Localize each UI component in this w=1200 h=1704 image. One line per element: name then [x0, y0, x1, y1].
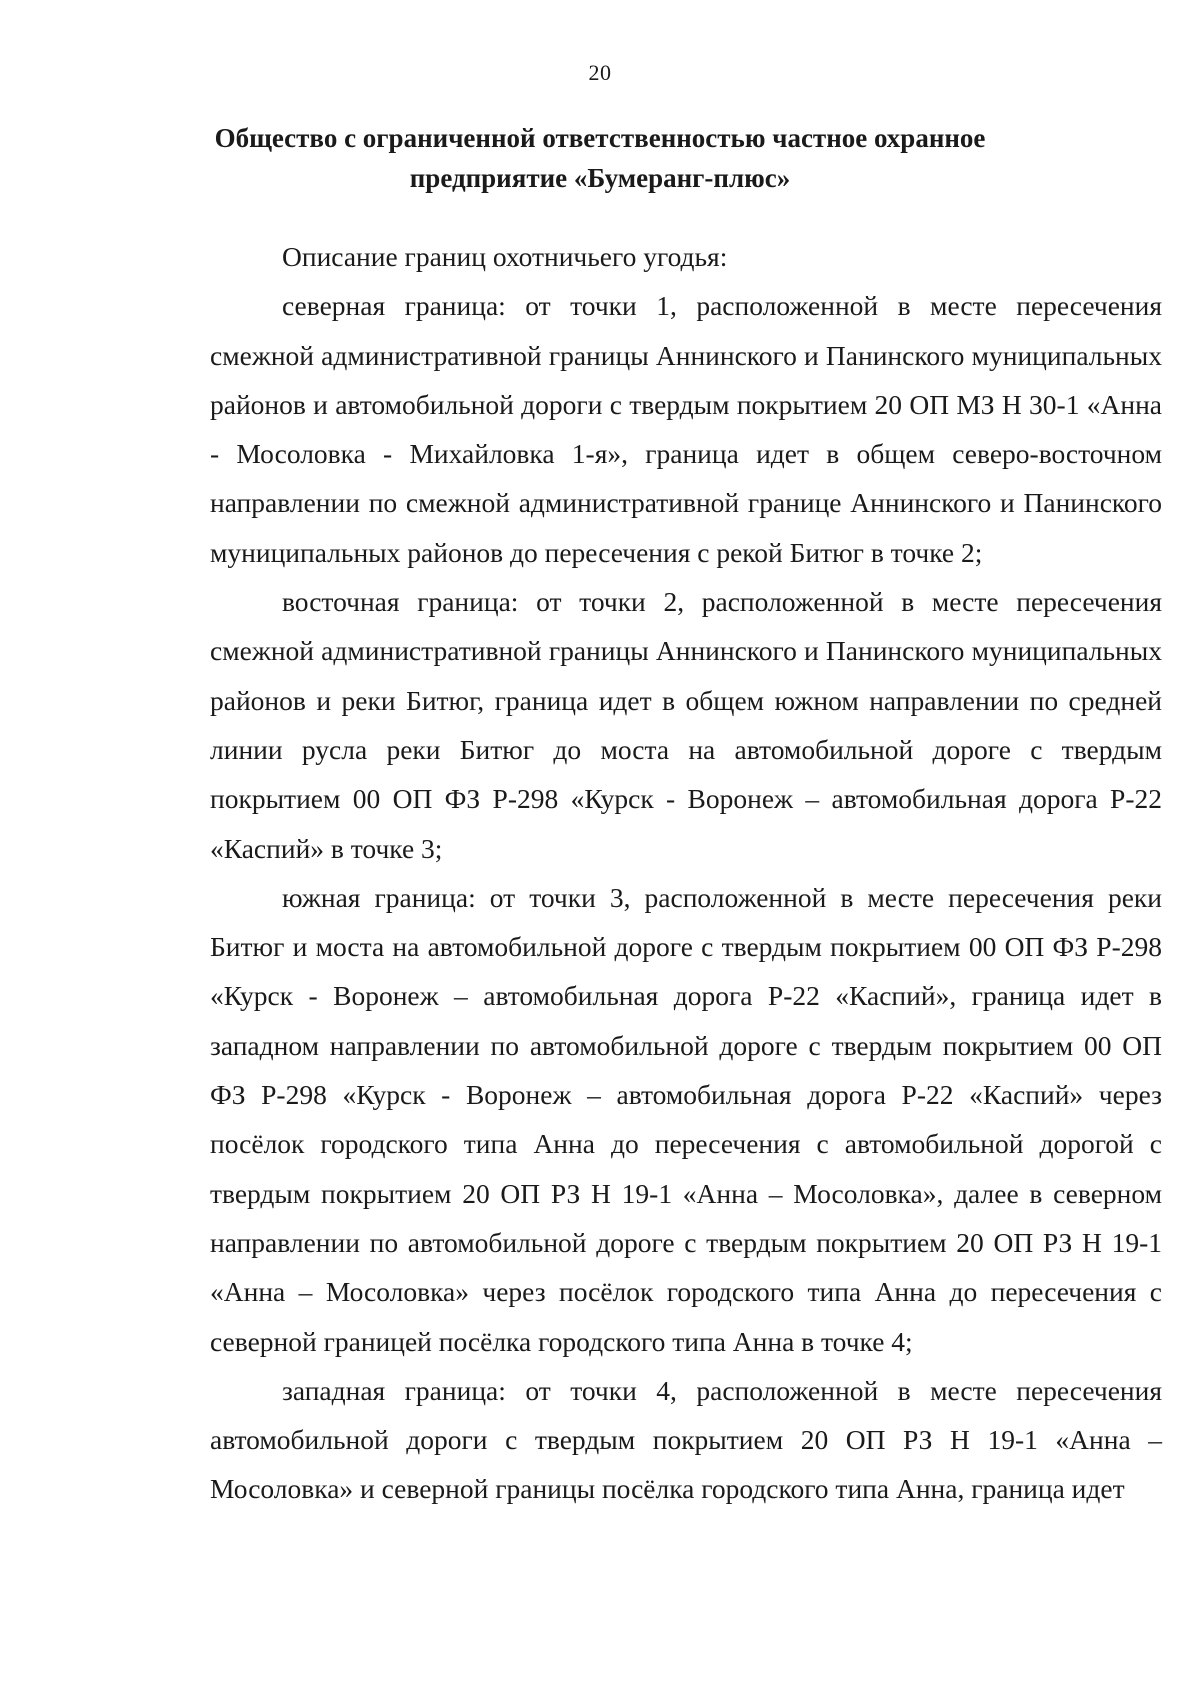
north-boundary-paragraph: северная граница: от точки 1, расположенной в месте пересечения смежной административной границы Аннинского и Панинского муниципальных районов и автомобильной дороги с твердым покрытием 20 ОП МЗ Н 30-1 «Анна - Мосоловка - Михайловка 1-я», граница идет в общем северо-восточном направлении по смежной административной границе Аннинского и Панинского муниципальных районов до пересечения с рекой Битюг в точке 2;	[210, 290, 1162, 568]
west-boundary-paragraph: западная граница: от точки 4, расположенной в месте пересечения автомобильной дороги с твердым покрытием 20 ОП РЗ Н 19-1 «Анна – Мосоловка» и северной границы посёлка городского типа Анна, граница идет	[210, 1374, 1162, 1505]
document-body	[210, 232, 1162, 1514]
south-boundary-paragraph: южная граница: от точки 3, расположенной в месте пересечения реки Битюг и моста на автомобильной дороге с твердым покрытием 00 ОП ФЗ Р-298 «Курск - Воронеж – автомобильная дорога Р-22 «Каспий», граница идет в западном направлении по автомобильной дороге с твердым покрытием 00 ОП ФЗ Р-298 «Курск - Воронеж – автомобильная дорога Р-22 «Каспий» через посёлок городского типа Анна до пересечения с автомобильной дорогой с твердым покрытием 20 ОП РЗ Н 19-1 «Анна – Мосоловка», далее в северном направлении по автомобильной дороге с твердым покрытием 20 ОП РЗ Н 19-1 «Анна – Мосоловка» через посёлок городского типа Анна до пересечения с северной границей посёлка городского типа Анна в точке 4;	[210, 881, 1162, 1357]
page-number: 20	[588, 60, 612, 85]
title-line-1: Общество с ограниченной ответственностью частное охранное	[214, 123, 986, 153]
intro-paragraph: Описание границ охотничьего угодья:	[282, 241, 728, 272]
document-title	[200, 118, 1000, 198]
east-boundary-paragraph: восточная граница: от точки 2, расположенной в месте пересечения смежной административной границы Аннинского и Панинского муниципальных районов и реки Битюг, граница идет в общем южном направлении по средней линии русла реки Битюг до моста на автомобильной дороге с твердым покрытием 00 ОП ФЗ Р-298 «Курск - Воронеж – автомобильная дорога Р-22 «Каспий» в точке 3;	[210, 586, 1162, 864]
title-line-2: предприятие «Бумеранг-плюс»	[409, 163, 791, 193]
